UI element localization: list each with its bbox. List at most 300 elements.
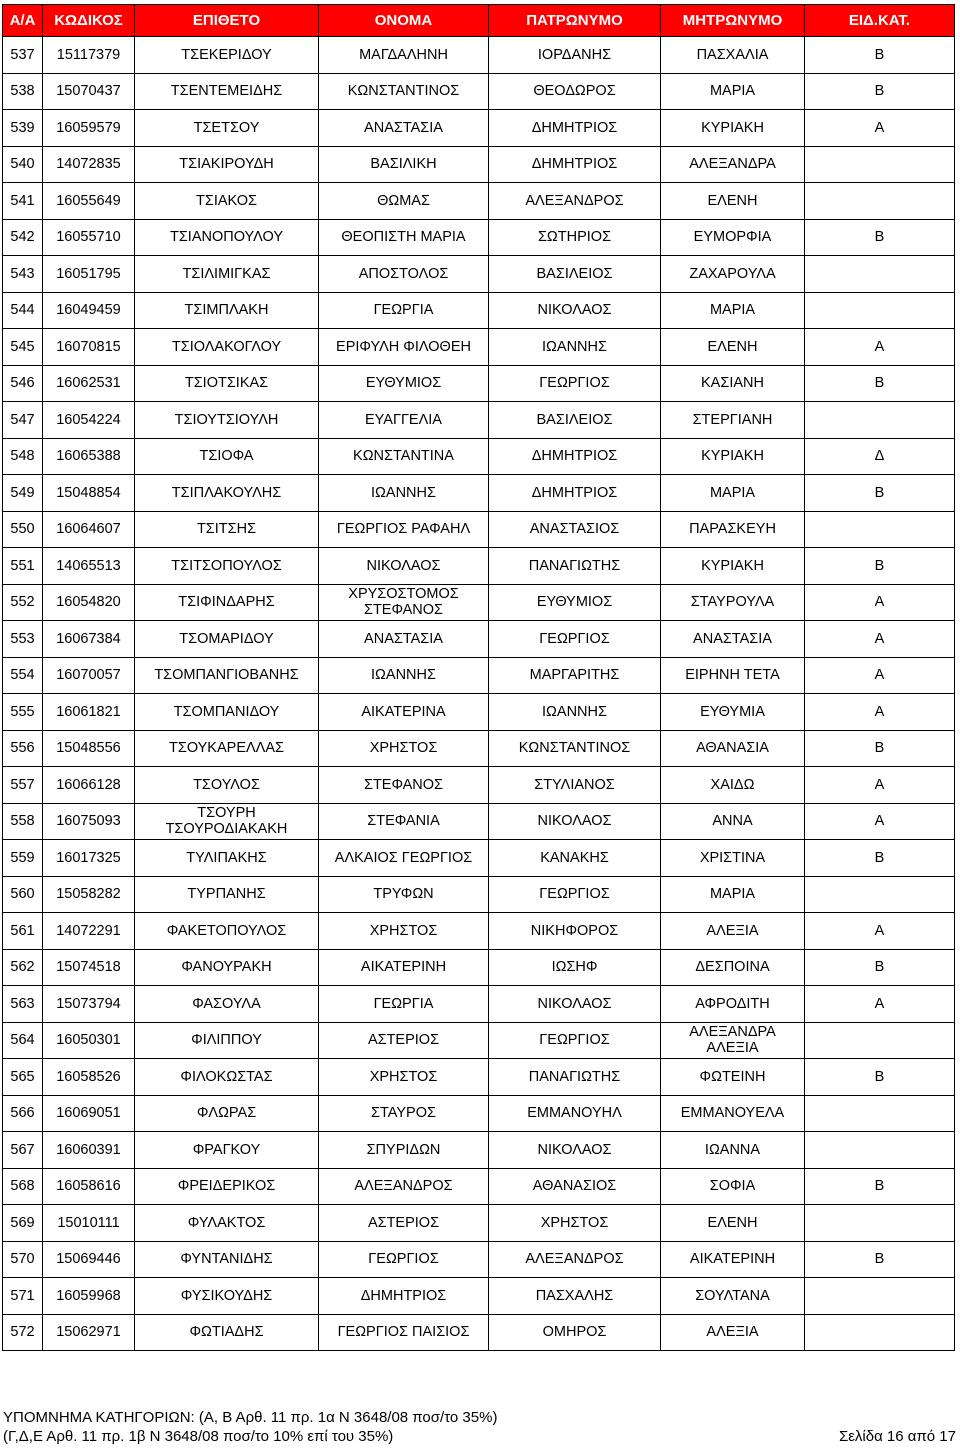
cell-mothers-name: ΕΛΕΝΗ [661,329,805,366]
cell-surname: ΤΣΟΥΡΗ ΤΣΟΥΡΟΔΙΑΚΑΚΗ [135,803,319,840]
cell-category: Β [805,475,955,512]
cell-code: 15117379 [43,37,135,74]
cell-name: ΧΡΥΣΟΣΤΟΜΟΣ ΣΤΕΦΑΝΟΣ [319,584,489,621]
cell-category: Α [805,329,955,366]
cell-fathers-name: ΠΑΣΧΑΛΗΣ [489,1278,661,1315]
cell-mothers-name: ΧΑΙΔΩ [661,767,805,804]
cell-code: 15074518 [43,949,135,986]
cell-surname: ΤΣΙΑΝΟΠΟΥΛΟΥ [135,219,319,256]
cell-name: ΑΣΤΕΡΙΟΣ [319,1022,489,1059]
cell-mothers-name: ΕΙΡΗΝΗ ΤΕΤΑ [661,657,805,694]
cell-category: Α [805,110,955,147]
cell-mothers-name: ΕΛΕΝΗ [661,183,805,220]
cell-aa: 552 [3,584,43,621]
cell-surname: ΤΣΙΜΠΛΑΚΗ [135,292,319,329]
cell-category [805,1314,955,1351]
table-row [3,803,955,840]
cell-surname: ΤΣΙΤΣΟΠΟΥΛΟΣ [135,548,319,585]
cell-code: 16059968 [43,1278,135,1315]
cell-aa: 551 [3,548,43,585]
table-row [3,986,955,1023]
cell-fathers-name: ΔΗΜΗΤΡΙΟΣ [489,110,661,147]
cell-surname: ΤΣΟΜΠΑΝΓΙΟΒΑΝΗΣ [135,657,319,694]
cell-mothers-name: ΠΑΡΑΣΚΕΥΗ [661,511,805,548]
cell-aa: 570 [3,1241,43,1278]
cell-mothers-name: ΔΕΣΠΟΙΝΑ [661,949,805,986]
cell-category [805,511,955,548]
table-row [3,1132,955,1169]
cell-aa: 571 [3,1278,43,1315]
cell-code: 16061821 [43,694,135,731]
cell-name: ΣΤΑΥΡΟΣ [319,1095,489,1132]
cell-fathers-name: ΙΟΡΔΑΝΗΣ [489,37,661,74]
cell-surname: ΦΙΛΙΠΠΟΥ [135,1022,319,1059]
cell-aa: 543 [3,256,43,293]
cell-code: 16065388 [43,438,135,475]
cell-aa: 537 [3,37,43,74]
table-row [3,694,955,731]
cell-fathers-name: ΓΕΩΡΓΙΟΣ [489,876,661,913]
cell-code: 16051795 [43,256,135,293]
cell-category: Β [805,219,955,256]
cell-aa: 548 [3,438,43,475]
table-row [3,949,955,986]
cell-fathers-name: ΓΕΩΡΓΙΟΣ [489,1022,661,1059]
cell-mothers-name: ΕΥΜΟΡΦΙΑ [661,219,805,256]
cell-code: 16064607 [43,511,135,548]
table-row [3,913,955,950]
table-header-row [3,5,955,37]
cell-mothers-name: ΣΟΦΙΑ [661,1168,805,1205]
candidates-table [2,4,955,1351]
cell-fathers-name: ΕΜΜΑΝΟΥΗΛ [489,1095,661,1132]
cell-mothers-name: ΕΜΜΑΝΟΥΕΛΑ [661,1095,805,1132]
cell-surname: ΤΣΙΦΙΝΔΑΡΗΣ [135,584,319,621]
cell-aa: 558 [3,803,43,840]
cell-mothers-name: ΑΛΕΞΙΑ [661,913,805,950]
cell-mothers-name: ΜΑΡΙΑ [661,475,805,512]
cell-category: Β [805,1241,955,1278]
cell-fathers-name: ΓΕΩΡΓΙΟΣ [489,365,661,402]
cell-surname: ΦΥΣΙΚΟΥΔΗΣ [135,1278,319,1315]
cell-aa: 539 [3,110,43,147]
header-name: ΟΝΟΜΑ [319,5,489,37]
cell-aa: 567 [3,1132,43,1169]
cell-mothers-name: ΕΥΘΥΜΙΑ [661,694,805,731]
cell-fathers-name: ΣΤΥΛΙΑΝΟΣ [489,767,661,804]
cell-fathers-name: ΒΑΣΙΛΕΙΟΣ [489,402,661,439]
cell-mothers-name: ΦΩΤΕΙΝΗ [661,1059,805,1096]
cell-mothers-name: ΑΛΕΞΑΝΔΡΑ ΑΛΕΞΙΑ [661,1022,805,1059]
cell-fathers-name: ΣΩΤΗΡΙΟΣ [489,219,661,256]
table-row [3,621,955,658]
table-row [3,840,955,877]
cell-category [805,1278,955,1315]
cell-fathers-name: ΒΑΣΙΛΕΙΟΣ [489,256,661,293]
table-row [3,1205,955,1242]
table-row [3,767,955,804]
cell-category: Β [805,949,955,986]
cell-fathers-name: ΜΑΡΓΑΡΙΤΗΣ [489,657,661,694]
cell-fathers-name: ΝΙΚΟΛΑΟΣ [489,803,661,840]
cell-mothers-name: ΚΥΡΙΑΚΗ [661,438,805,475]
cell-name: ΜΑΓΔΑΛΗΝΗ [319,37,489,74]
cell-category: Α [805,767,955,804]
cell-category: Α [805,657,955,694]
cell-name: ΒΑΣΙΛΙΚΗ [319,146,489,183]
cell-category: Α [805,584,955,621]
cell-name: ΧΡΗΣΤΟΣ [319,730,489,767]
cell-aa: 553 [3,621,43,658]
table-row [3,511,955,548]
table-row [3,1241,955,1278]
cell-code: 14072291 [43,913,135,950]
cell-name: ΧΡΗΣΤΟΣ [319,913,489,950]
cell-name: ΧΡΗΣΤΟΣ [319,1059,489,1096]
cell-mothers-name: ΧΡΙΣΤΙΝΑ [661,840,805,877]
cell-aa: 546 [3,365,43,402]
cell-aa: 565 [3,1059,43,1096]
table-row [3,1059,955,1096]
cell-mothers-name: ΖΑΧΑΡΟΥΛΑ [661,256,805,293]
table-row [3,256,955,293]
cell-code: 16054224 [43,402,135,439]
cell-category [805,402,955,439]
cell-name: ΓΕΩΡΓΙΑ [319,986,489,1023]
cell-fathers-name: ΙΩΑΝΝΗΣ [489,329,661,366]
cell-name: ΙΩΑΝΝΗΣ [319,475,489,512]
cell-aa: 540 [3,146,43,183]
cell-surname: ΤΣΙΟΤΣΙΚΑΣ [135,365,319,402]
cell-name: ΑΛΕΞΑΝΔΡΟΣ [319,1168,489,1205]
table-row [3,73,955,110]
cell-code: 16017325 [43,840,135,877]
cell-aa: 550 [3,511,43,548]
cell-category: Α [805,913,955,950]
table-row [3,657,955,694]
cell-mothers-name: ΑΛΕΞΙΑ [661,1314,805,1351]
table-row [3,730,955,767]
cell-surname: ΦΑΣΟΥΛΑ [135,986,319,1023]
cell-name: ΓΕΩΡΓΙΟΣ [319,1241,489,1278]
header-mothers-name: ΜΗΤΡΩΝΥΜΟ [661,5,805,37]
cell-name: ΘΕΟΠΙΣΤΗ ΜΑΡΙΑ [319,219,489,256]
cell-code: 16062531 [43,365,135,402]
header-category: ΕΙΔ.ΚΑΤ. [805,5,955,37]
cell-fathers-name: ΚΩΝΣΤΑΝΤΙΝΟΣ [489,730,661,767]
table-body [3,37,955,1351]
cell-name: ΝΙΚΟΛΑΟΣ [319,548,489,585]
cell-surname: ΦΡΑΓΚΟΥ [135,1132,319,1169]
cell-surname: ΤΣΙΟΛΑΚΟΓΛΟΥ [135,329,319,366]
cell-aa: 559 [3,840,43,877]
cell-code: 15073794 [43,986,135,1023]
cell-category: Β [805,1059,955,1096]
cell-name: ΚΩΝΣΤΑΝΤΙΝΑ [319,438,489,475]
table-row [3,110,955,147]
table-row [3,548,955,585]
cell-aa: 566 [3,1095,43,1132]
cell-aa: 547 [3,402,43,439]
cell-name: ΑΙΚΑΤΕΡΙΝΑ [319,694,489,731]
cell-mothers-name: ΚΑΣΙΑΝΗ [661,365,805,402]
cell-name: ΓΕΩΡΓΙΟΣ ΡΑΦΑΗΛ [319,511,489,548]
cell-name: ΑΝΑΣΤΑΣΙΑ [319,110,489,147]
cell-category [805,183,955,220]
cell-code: 14065513 [43,548,135,585]
cell-aa: 572 [3,1314,43,1351]
cell-fathers-name: ΔΗΜΗΤΡΙΟΣ [489,146,661,183]
cell-name: ΣΤΕΦΑΝΙΑ [319,803,489,840]
cell-aa: 555 [3,694,43,731]
cell-fathers-name: ΕΥΘΥΜΙΟΣ [489,584,661,621]
cell-code: 16060391 [43,1132,135,1169]
cell-name: ΑΣΤΕΡΙΟΣ [319,1205,489,1242]
cell-name: ΣΤΕΦΑΝΟΣ [319,767,489,804]
cell-aa: 554 [3,657,43,694]
cell-name: ΕΥΘΥΜΙΟΣ [319,365,489,402]
cell-name: ΚΩΝΣΤΑΝΤΙΝΟΣ [319,73,489,110]
cell-fathers-name: ΝΙΚΟΛΑΟΣ [489,986,661,1023]
cell-category: Α [805,694,955,731]
cell-mothers-name: ΣΤΕΡΓΙΑΝΗ [661,402,805,439]
cell-code: 16054820 [43,584,135,621]
cell-mothers-name: ΣΟΥΛΤΑΝΑ [661,1278,805,1315]
cell-fathers-name: ΔΗΜΗΤΡΙΟΣ [489,475,661,512]
cell-name: ΤΡΥΦΩΝ [319,876,489,913]
cell-code: 16075093 [43,803,135,840]
cell-name: ΘΩΜΑΣ [319,183,489,220]
cell-mothers-name: ΜΑΡΙΑ [661,292,805,329]
cell-aa: 542 [3,219,43,256]
cell-fathers-name: ΧΡΗΣΤΟΣ [489,1205,661,1242]
cell-category: Α [805,621,955,658]
cell-mothers-name: ΑΘΑΝΑΣΙΑ [661,730,805,767]
cell-code: 15062971 [43,1314,135,1351]
header-code: ΚΩΔΙΚΟΣ [43,5,135,37]
cell-surname: ΤΣΕΝΤΕΜΕΙΔΗΣ [135,73,319,110]
cell-surname: ΤΣΕΤΣΟΥ [135,110,319,147]
cell-category [805,256,955,293]
cell-code: 16058526 [43,1059,135,1096]
cell-surname: ΤΣΙΠΛΑΚΟΥΛΗΣ [135,475,319,512]
cell-fathers-name: ΑΝΑΣΤΑΣΙΟΣ [489,511,661,548]
cell-code: 14072835 [43,146,135,183]
cell-surname: ΦΡΕΙΔΕΡΙΚΟΣ [135,1168,319,1205]
table-row [3,1095,955,1132]
table-row [3,402,955,439]
cell-name: ΑΠΟΣΤΟΛΟΣ [319,256,489,293]
cell-name: ΑΝΑΣΤΑΣΙΑ [319,621,489,658]
header-aa: Α/Α [3,5,43,37]
cell-code: 16070057 [43,657,135,694]
cell-category: Β [805,548,955,585]
cell-name: ΑΛΚΑΙΟΣ ΓΕΩΡΓΙΟΣ [319,840,489,877]
cell-fathers-name: ΚΑΝΑΚΗΣ [489,840,661,877]
cell-aa: 561 [3,913,43,950]
cell-fathers-name: ΟΜΗΡΟΣ [489,1314,661,1351]
cell-name: ΙΩΑΝΝΗΣ [319,657,489,694]
cell-name: ΑΙΚΑΤΕΡΙΝΗ [319,949,489,986]
cell-fathers-name: ΔΗΜΗΤΡΙΟΣ [489,438,661,475]
cell-mothers-name: ΚΥΡΙΑΚΗ [661,548,805,585]
cell-surname: ΤΣΟΜΠΑΝΙΔΟΥ [135,694,319,731]
table-row [3,292,955,329]
cell-category: Β [805,73,955,110]
cell-code: 16059579 [43,110,135,147]
table-row [3,146,955,183]
cell-code: 15048854 [43,475,135,512]
cell-fathers-name: ΘΕΟΔΩΡΟΣ [489,73,661,110]
cell-code: 16070815 [43,329,135,366]
cell-name: ΓΕΩΡΓΙΑ [319,292,489,329]
table-row [3,1168,955,1205]
cell-fathers-name: ΠΑΝΑΓΙΩΤΗΣ [489,1059,661,1096]
table-row [3,329,955,366]
cell-category [805,1095,955,1132]
cell-surname: ΤΣΙΑΚΙΡΟΥΔΗ [135,146,319,183]
cell-mothers-name: ΑΙΚΑΤΕΡΙΝΗ [661,1241,805,1278]
cell-surname: ΤΣΙΟΦΑ [135,438,319,475]
cell-category [805,1132,955,1169]
cell-fathers-name: ΓΕΩΡΓΙΟΣ [489,621,661,658]
table-row [3,37,955,74]
cell-code: 15069446 [43,1241,135,1278]
cell-fathers-name: ΑΘΑΝΑΣΙΟΣ [489,1168,661,1205]
header-surname: ΕΠΙΘΕΤΟ [135,5,319,37]
cell-name: ΣΠΥΡΙΔΩΝ [319,1132,489,1169]
legend-line-2: (Γ,Δ,Ε Αρθ. 11 πρ. 1β Ν 3648/08 ποσ/το 10% επί του 35%) [3,1428,394,1445]
cell-fathers-name: ΝΙΚΟΛΑΟΣ [489,1132,661,1169]
cell-code: 16055710 [43,219,135,256]
cell-surname: ΦΥΛΑΚΤΟΣ [135,1205,319,1242]
cell-aa: 568 [3,1168,43,1205]
cell-surname: ΤΣΙΤΣΗΣ [135,511,319,548]
table-row [3,475,955,512]
table-row [3,876,955,913]
cell-surname: ΤΣΟΥΚΑΡΕΛΛΑΣ [135,730,319,767]
cell-surname: ΦΥΝΤΑΝΙΔΗΣ [135,1241,319,1278]
cell-code: 16058616 [43,1168,135,1205]
cell-category [805,876,955,913]
cell-category [805,1022,955,1059]
cell-aa: 544 [3,292,43,329]
table-row [3,365,955,402]
cell-category: Β [805,840,955,877]
cell-category: Α [805,803,955,840]
cell-code: 16049459 [43,292,135,329]
cell-code: 15048556 [43,730,135,767]
cell-surname: ΦΛΩΡΑΣ [135,1095,319,1132]
cell-mothers-name: ΠΑΣΧΑΛΙΑ [661,37,805,74]
cell-name: ΔΗΜΗΤΡΙΟΣ [319,1278,489,1315]
cell-mothers-name: ΚΥΡΙΑΚΗ [661,110,805,147]
cell-aa: 541 [3,183,43,220]
cell-surname: ΦΑΚΕΤΟΠΟΥΛΟΣ [135,913,319,950]
cell-aa: 564 [3,1022,43,1059]
cell-code: 16066128 [43,767,135,804]
cell-mothers-name: ΙΩΑΝΝΑ [661,1132,805,1169]
cell-code: 15058282 [43,876,135,913]
cell-fathers-name: ΝΙΚΟΛΑΟΣ [489,292,661,329]
cell-surname: ΤΣΙΛΙΜΙΓΚΑΣ [135,256,319,293]
table-row [3,183,955,220]
cell-category: Δ [805,438,955,475]
table-row [3,1022,955,1059]
cell-code: 15070437 [43,73,135,110]
cell-aa: 563 [3,986,43,1023]
cell-mothers-name: ΑΛΕΞΑΝΔΡΑ [661,146,805,183]
table-row [3,1278,955,1315]
cell-aa: 569 [3,1205,43,1242]
cell-surname: ΤΣΙΟΥΤΣΙΟΥΛΗ [135,402,319,439]
cell-category [805,146,955,183]
cell-category [805,292,955,329]
cell-fathers-name: ΙΩΑΝΝΗΣ [489,694,661,731]
cell-mothers-name: ΑΝΝΑ [661,803,805,840]
cell-mothers-name: ΣΤΑΥΡΟΥΛΑ [661,584,805,621]
cell-mothers-name: ΜΑΡΙΑ [661,876,805,913]
cell-mothers-name: ΑΦΡΟΔΙΤΗ [661,986,805,1023]
cell-category: Α [805,986,955,1023]
category-legend [3,1408,497,1446]
cell-category [805,1205,955,1242]
cell-aa: 538 [3,73,43,110]
cell-fathers-name: ΝΙΚΗΦΟΡΟΣ [489,913,661,950]
cell-aa: 557 [3,767,43,804]
table-row [3,1314,955,1351]
cell-surname: ΤΣΟΥΛΟΣ [135,767,319,804]
cell-name: ΕΡΙΦΥΛΗ ΦΙΛΟΘΕΗ [319,329,489,366]
cell-fathers-name: ΑΛΕΞΑΝΔΡΟΣ [489,1241,661,1278]
cell-aa: 549 [3,475,43,512]
cell-code: 16069051 [43,1095,135,1132]
cell-code: 16067384 [43,621,135,658]
cell-surname: ΤΥΡΠΑΝΗΣ [135,876,319,913]
cell-surname: ΤΥΛΙΠΑΚΗΣ [135,840,319,877]
cell-mothers-name: ΜΑΡΙΑ [661,73,805,110]
cell-code: 16055649 [43,183,135,220]
cell-fathers-name: ΑΛΕΞΑΝΔΡΟΣ [489,183,661,220]
header-fathers-name: ΠΑΤΡΩΝΥΜΟ [489,5,661,37]
cell-category: Β [805,37,955,74]
cell-category: Β [805,365,955,402]
cell-surname: ΤΣΕΚΕΡΙΔΟΥ [135,37,319,74]
cell-surname: ΤΣΙΑΚΟΣ [135,183,319,220]
cell-aa: 560 [3,876,43,913]
cell-category: Β [805,730,955,767]
cell-surname: ΦΑΝΟΥΡΑΚΗ [135,949,319,986]
cell-code: 15010111 [43,1205,135,1242]
cell-aa: 545 [3,329,43,366]
table-row [3,584,955,621]
cell-surname: ΦΙΛΟΚΩΣΤΑΣ [135,1059,319,1096]
cell-code: 16050301 [43,1022,135,1059]
cell-fathers-name: ΠΑΝΑΓΙΩΤΗΣ [489,548,661,585]
cell-fathers-name: ΙΩΣΗΦ [489,949,661,986]
cell-mothers-name: ΕΛΕΝΗ [661,1205,805,1242]
cell-category: Β [805,1168,955,1205]
table-row [3,438,955,475]
cell-name: ΓΕΩΡΓΙΟΣ ΠΑΙΣΙΟΣ [319,1314,489,1351]
cell-surname: ΤΣΟΜΑΡΙΔΟΥ [135,621,319,658]
cell-aa: 556 [3,730,43,767]
table-row [3,219,955,256]
cell-mothers-name: ΑΝΑΣΤΑΣΙΑ [661,621,805,658]
page-number: Σελίδα 16 από 17 [838,1428,956,1445]
cell-name: ΕΥΑΓΓΕΛΙΑ [319,402,489,439]
cell-aa: 562 [3,949,43,986]
